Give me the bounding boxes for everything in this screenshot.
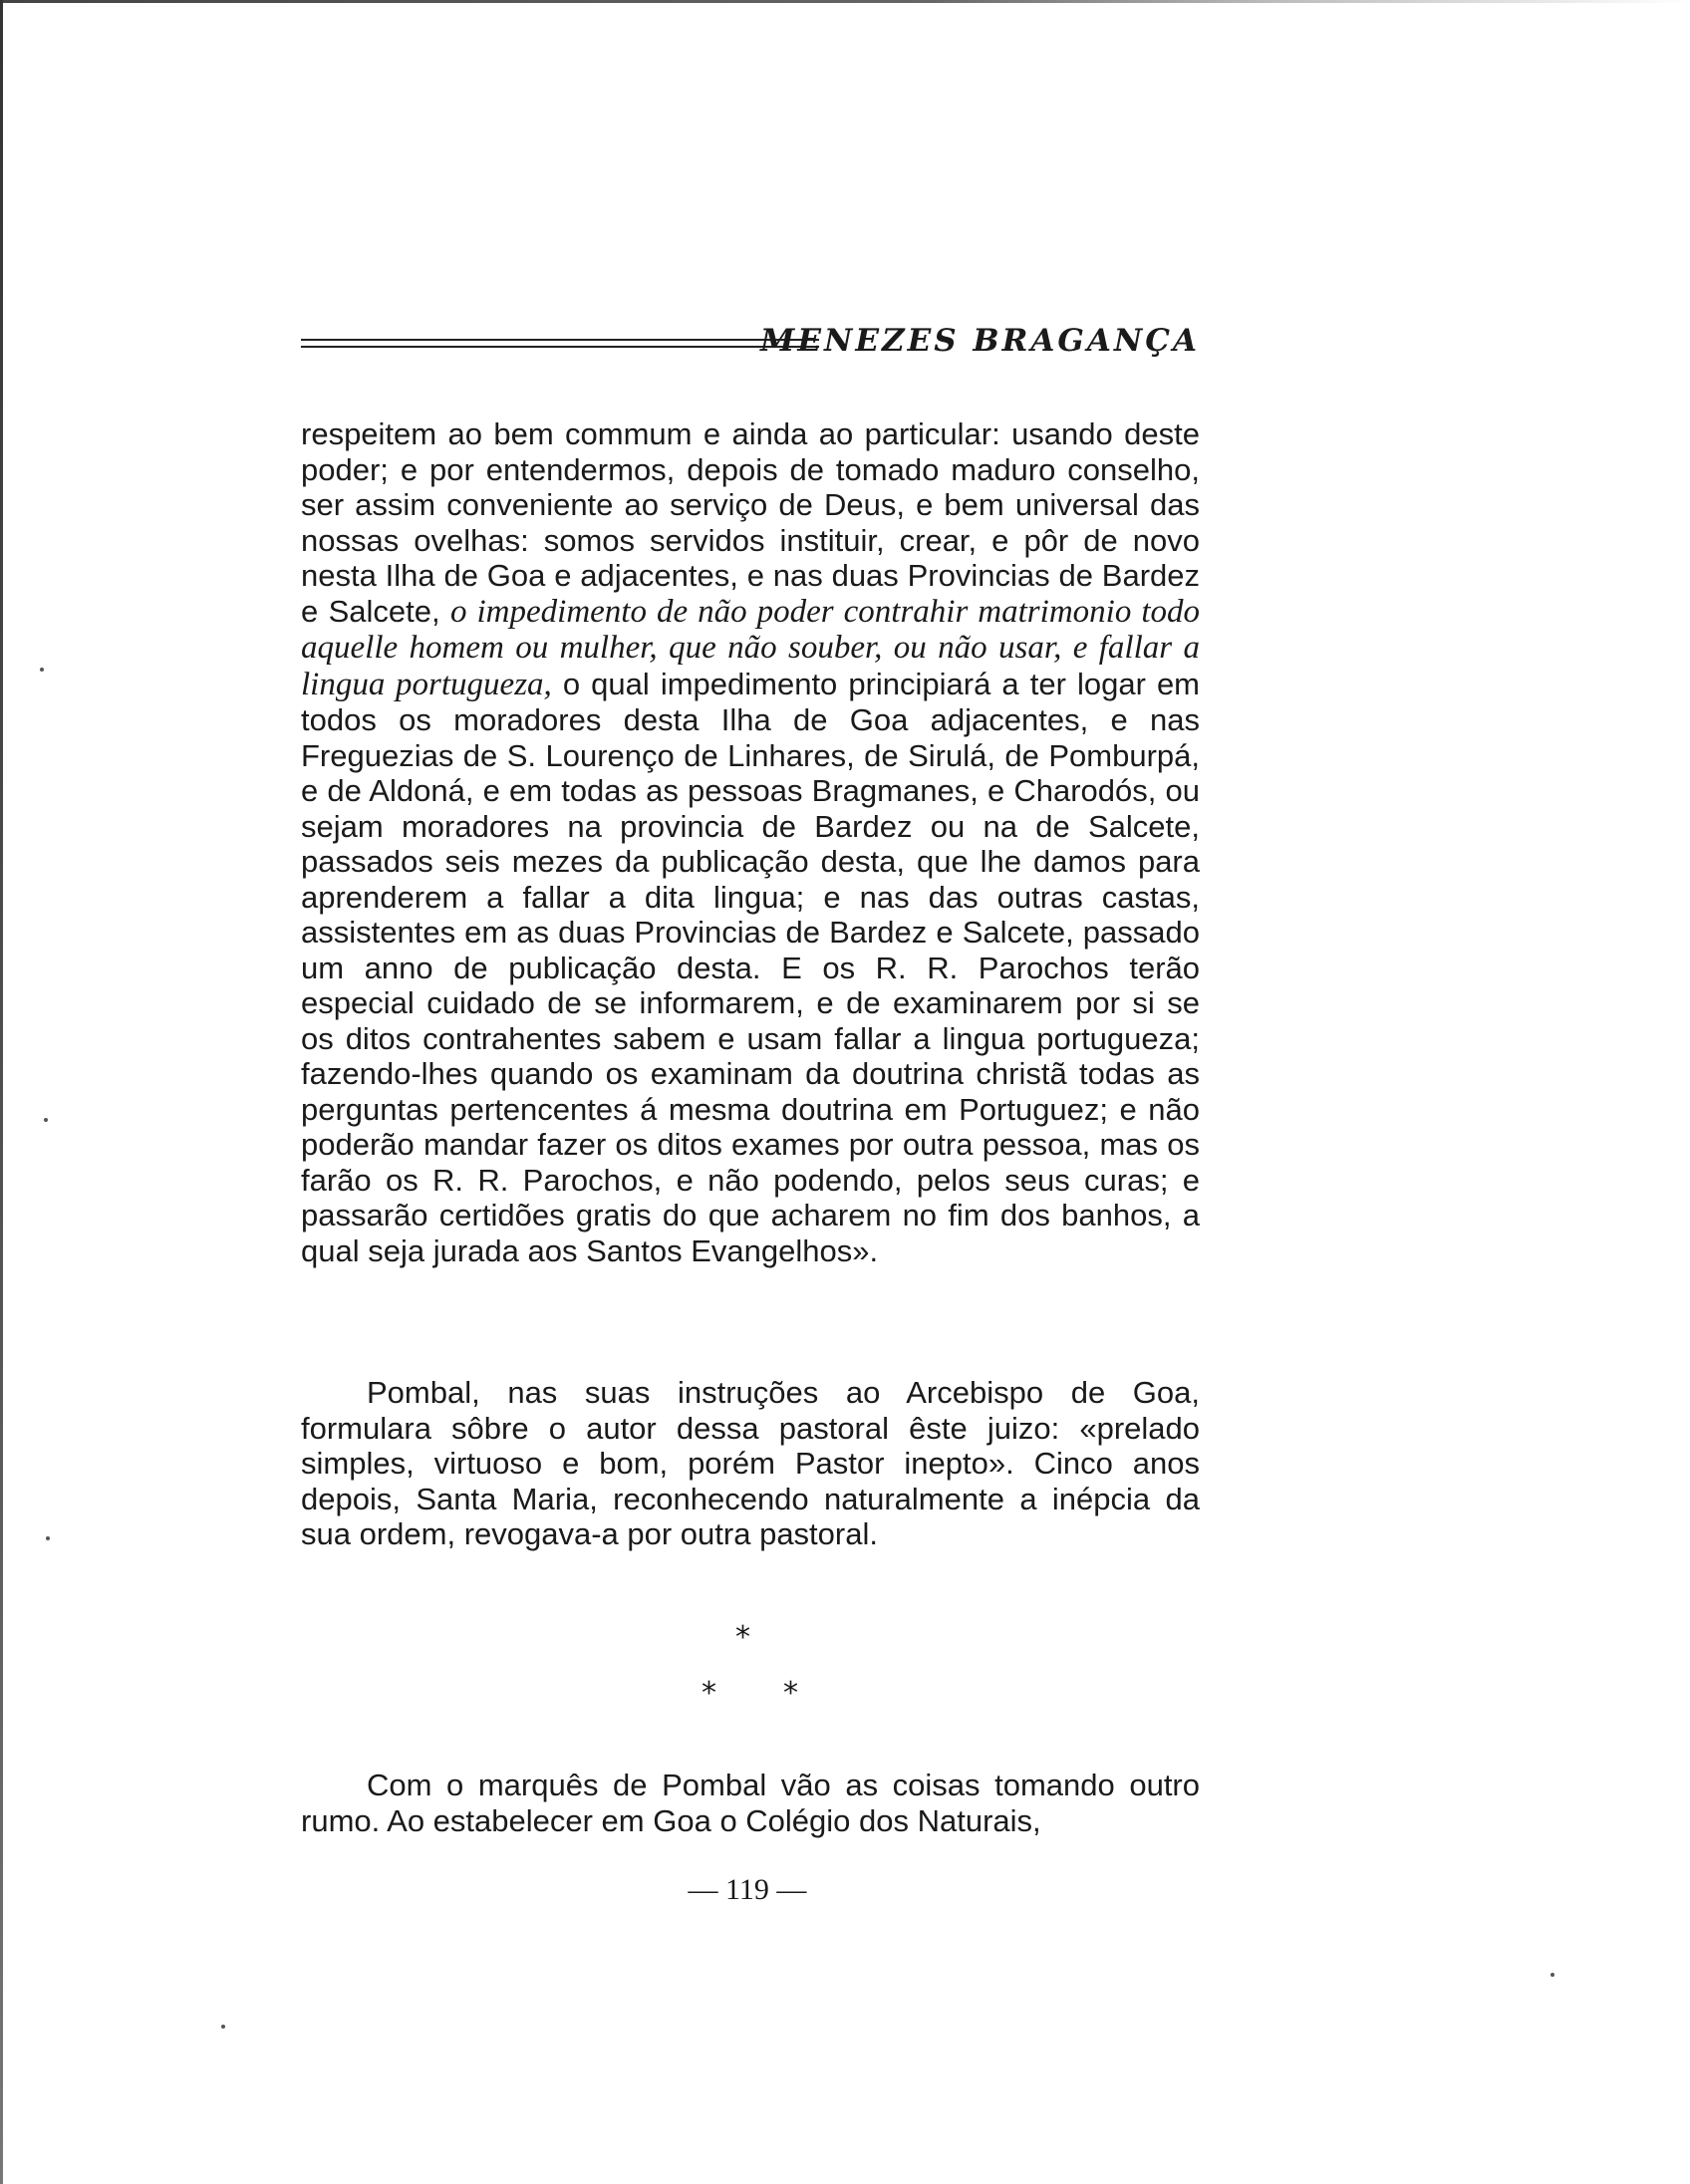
paragraph-3: Com o marquês de Pombal vão as coisas tomando outro rumo. Ao estabelecer em Goa o Colégio dos Naturais, bbox=[301, 1768, 1200, 1838]
paragraph-1 bbox=[301, 416, 1200, 1268]
scan-speck bbox=[40, 668, 44, 672]
paragraph-1-text-a: respeitem ao bem commum e ainda ao particular: usando deste poder; e por entendermos, depois de tomado maduro conselho, ser assim conveniente ao serviço de Deus, e bem universal das nossas ovelhas: somos servidos instituir, crear, e pôr de novo nesta Ilha de Goa e adjacentes, e nas duas Provincias de Bardez e Salcete, bbox=[301, 416, 1200, 629]
header-title: MENEZES BRAGANÇA bbox=[760, 323, 1200, 359]
running-header bbox=[301, 321, 1200, 365]
paragraph-1-italic: o impedimento de não poder contrahir matrimonio todo aquelle homem ou mulher, que não souber, ou não usar, e fallar a lingua portugueza, bbox=[301, 593, 1200, 702]
scan-edge-left bbox=[0, 0, 3, 2184]
scan-speck bbox=[221, 2025, 225, 2029]
scan-edge-top bbox=[0, 0, 1690, 3]
paragraph-1-text-b: o qual impedimento principiará a ter logar em todos os moradores desta Ilha de Goa adjacentes, e nas Freguezias de S. Lourenço de Linhares, de Sirulá, de Pomburpá, e de Aldoná, e em todas as pessoas Bragmanes, e Charodós, ou sejam moradores na provincia de Bardez ou na de Salcete, passados seis mezes da publicação desta, que lhe damos para aprenderem a fallar a dita lingua; e nas das outras castas, assistentes em as duas Provincias de Bardez e Salcete, passado um anno de publicação desta. E os R. R. Parochos terão especial cuidado de se informarem, e de examinarem por si se os ditos contrahentes sabem e usam fallar a lingua portugueza; fazendo-lhes quando os examinam da doutrina christã todas as perguntas pertencentes á mesma doutrina em Portuguez; e não poderão mandar fazer os ditos exames por outra pessoa, mas os farão os R. R. Parochos, e não podendo, pelos seus curas; e passarão certidões gratis do que acharem no fim dos banhos, a qual seja jurada aos Santos Evangelhos». bbox=[301, 666, 1201, 1268]
asterism-star-left: * bbox=[702, 1676, 716, 1711]
page-number: — 119 — bbox=[688, 1873, 807, 1906]
scan-speck bbox=[1550, 1973, 1554, 1977]
scan-speck bbox=[44, 1118, 48, 1122]
scan-speck bbox=[46, 1536, 50, 1540]
paragraph-2: Pombal, nas suas instruções ao Arcebispo de Goa, formulara sôbre o autor dessa pastoral êste juizo: «prelado simples, virtuoso e bom, porém Pastor inepto». Cinco anos depois, Santa Maria, reconhecendo naturalmente a inépcia da sua ordem, revogava-a por outra pastoral. bbox=[301, 1375, 1200, 1551]
asterism-star-right: * bbox=[783, 1676, 798, 1711]
asterism-star-top: * bbox=[735, 1620, 750, 1655]
header-rule bbox=[301, 339, 819, 348]
